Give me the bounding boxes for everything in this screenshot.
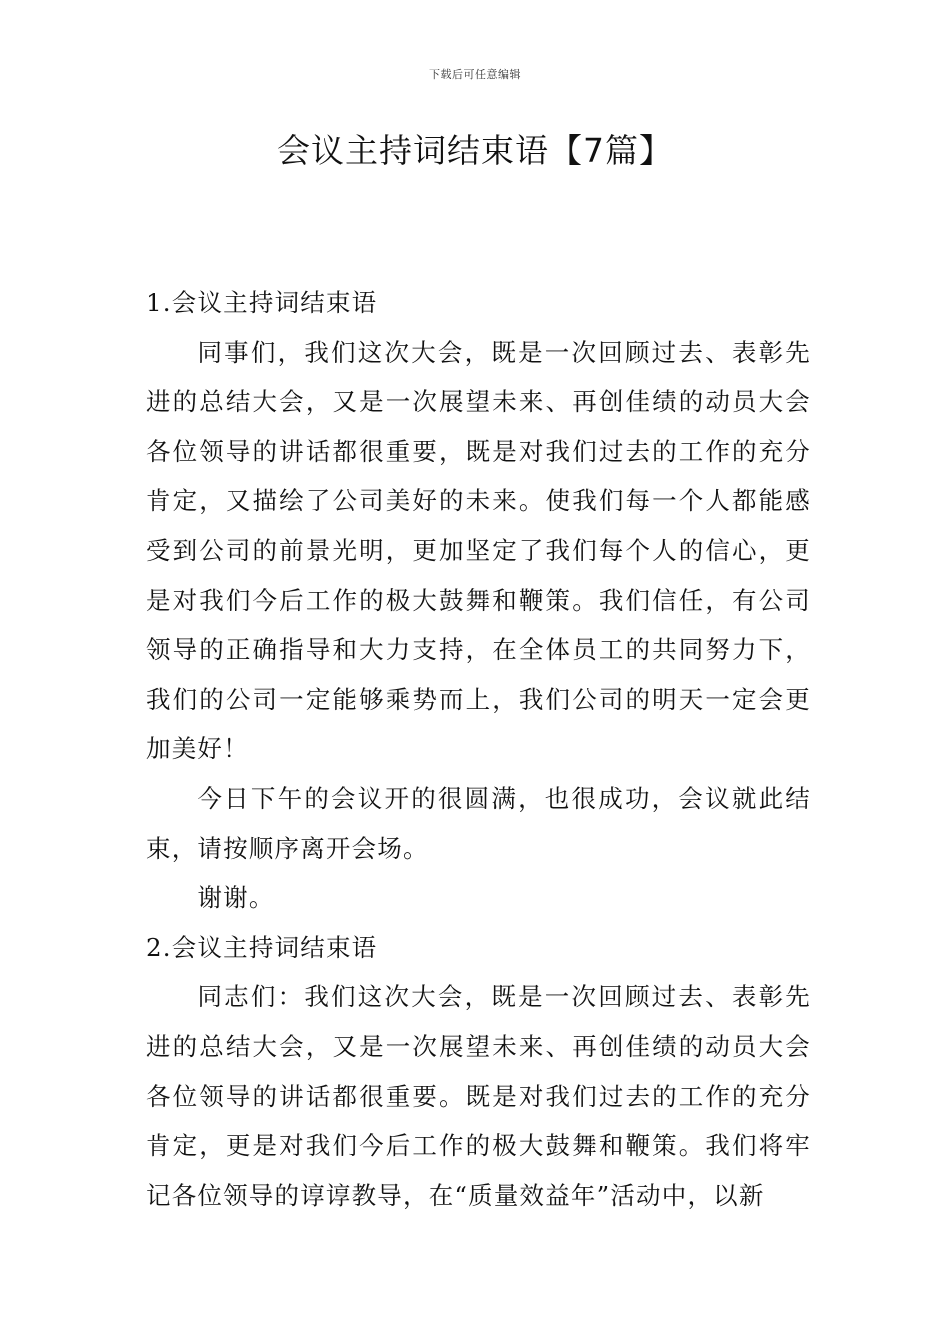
paragraph: 同志们：我们这次大会，既是一次回顾过去、表彰先进的总结大会，又是一次展望未来、再创佳绩的动员大会各位领导的讲话都很重要。既是对我们过去的工作的充分肯定，更是对我们今后工作的极大鼓舞和鞭策。我们将牢记各位领导的谆谆教导，在“质量效益年”活动中，以新 — [146, 982, 811, 1210]
section-heading: 1.会议主持词结束语 — [146, 288, 378, 317]
document-title: 会议主持词结束语【7篇】 — [277, 131, 673, 170]
paragraph: 谢谢。 — [197, 883, 275, 913]
paragraph: 同事们，我们这次大会，既是一次回顾过去、表彰先进的总结大会，又是一次展望未来、再创佳绩的动员大会各位领导的讲话都很重要，既是对我们过去的工作的充分肯定，又描绘了公司美好的未来。使我们每一个人都能感受到公司的前景光明，更加坚定了我们每个人的信心，更是对我们今后工作的极大鼓舞和鞭策。我们信任，有公司领导的正确指导和大力支持，在全体员工的共同努力下，我们的公司一定能够乘势而上，我们公司的明天一定会更加美好！ — [146, 337, 811, 764]
section-heading: 2.会议主持词结束语 — [146, 932, 378, 962]
paragraph: 今日下午的会议开的很圆满，也很成功，会议就此结束，请按顺序离开会场。 — [146, 783, 811, 863]
document-body — [146, 278, 811, 1220]
header-note: 下载后可任意编辑 — [429, 68, 521, 81]
